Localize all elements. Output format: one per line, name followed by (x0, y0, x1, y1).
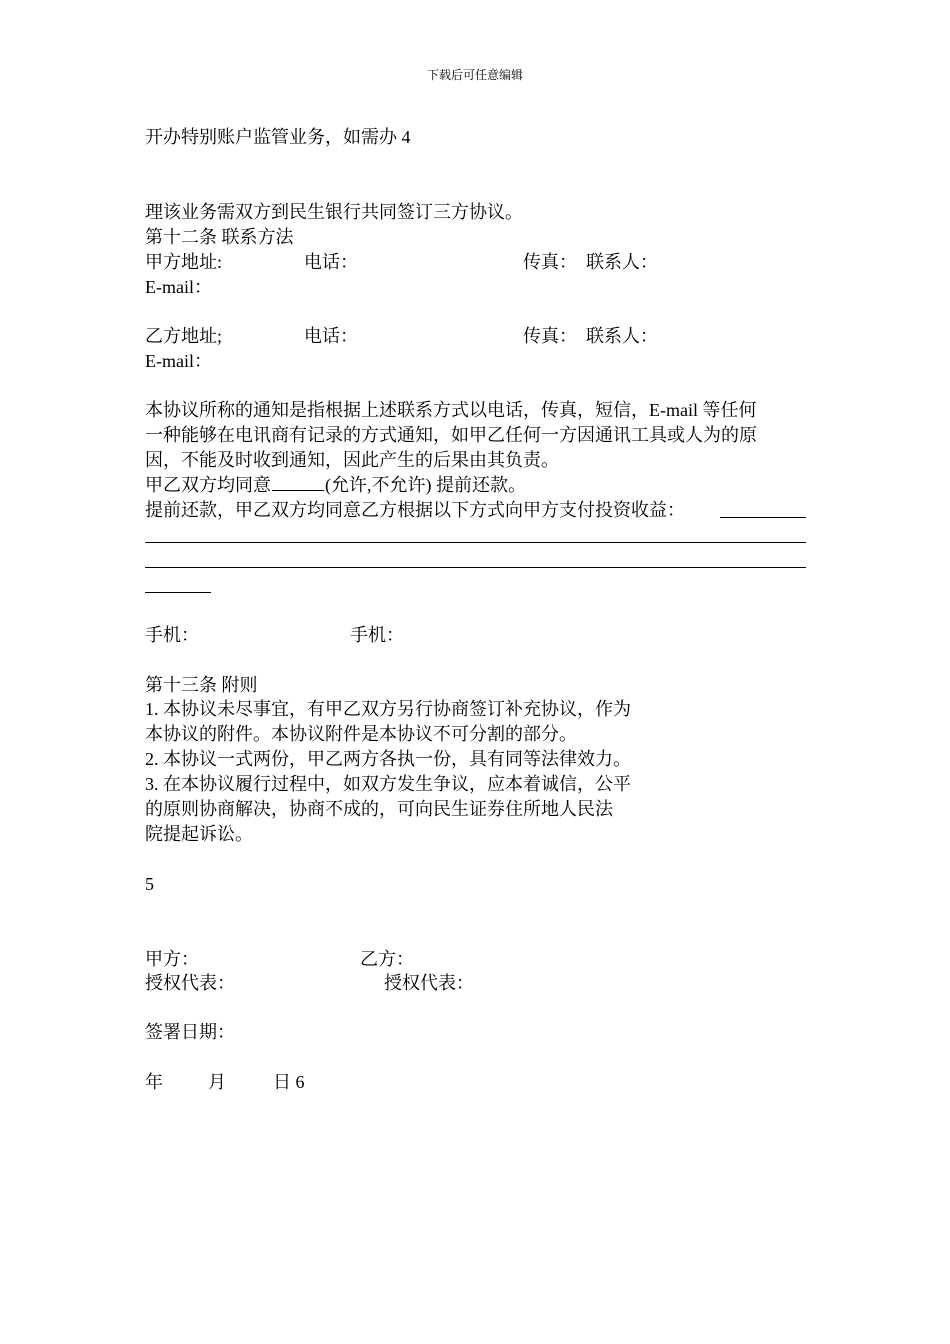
party-a-address-label: 甲方地址: (145, 252, 223, 272)
mobile-a-label: 手机： (145, 625, 199, 645)
clause-3-line-2: 的原则协商解决，协商不成的，可向民生证券住所地人民法 (145, 799, 613, 819)
rep-a-label: 授权代表： (145, 973, 235, 993)
prepay-blank (272, 474, 324, 491)
clause-3-line-3: 院提起诉讼。 (145, 824, 253, 844)
page-header: 下载后可任意编辑 (426, 68, 523, 82)
rep-b-label: 授权代表： (384, 973, 474, 993)
article-13-title: 第十三条 附则 (145, 675, 258, 695)
prepay-consent-line (145, 473, 526, 497)
sign-date-label: 签署日期： (145, 1022, 235, 1042)
clause-3-line-1: 3. 在本协议履行过程中，如双方发生争议，应本着诚信，公平 (145, 774, 631, 794)
party-b-address-label: 乙方地址; (145, 326, 223, 346)
party-a-fax-label: 传真： (523, 252, 577, 272)
clause-2: 2. 本协议一式两份，甲乙两方各执一份，具有同等法律效力。 (145, 749, 631, 769)
fill-rule-1 (145, 542, 806, 543)
clause-1-line-2: 本协议的附件。本协议附件是本协议不可分割的部分。 (145, 724, 577, 744)
notice-line-1: 本协议所称的通知是指根据上述联系方式以电话，传真，短信，E-mail 等任何 (145, 400, 757, 420)
prepay-method-line: 提前还款，甲乙双方均同意乙方根据以下方式向甲方支付投资收益： (145, 500, 685, 520)
party-b-fax-label: 传真： (523, 326, 577, 346)
sign-party-a-label: 甲方： (145, 949, 199, 969)
clause-1-line-1: 1. 本协议未尽事宜，有甲乙双方另行协商签订补充协议，作为 (145, 699, 631, 719)
mobile-b-label: 手机： (350, 625, 404, 645)
party-a-phone-label: 电话： (304, 252, 358, 272)
sign-party-b-label: 乙方： (360, 949, 414, 969)
fill-rule-2 (145, 567, 806, 568)
paragraph-three-party: 理该业务需双方到民生银行共同签订三方协议。 (145, 202, 523, 222)
party-b-contact-label: 联系人： (586, 326, 658, 346)
prepay-consent-suffix: (允许,不允许) 提前还款。 (325, 475, 526, 495)
fill-rule-3 (145, 592, 211, 593)
party-a-email-label: E-mail： (145, 277, 212, 297)
paragraph-open-account: 开办特别账户监管业务，如需办 4 (145, 127, 411, 147)
party-a-contact-label: 联系人： (586, 252, 658, 272)
prepay-method-blank (720, 517, 806, 518)
date-month-label: 月 (208, 1072, 226, 1092)
party-b-email-label: E-mail： (145, 351, 212, 371)
prepay-consent-prefix: 甲乙双方均同意 (145, 475, 271, 495)
page-mark: 5 (145, 874, 154, 894)
article-12-title: 第十二条 联系方法 (145, 227, 294, 247)
date-day-label: 日 6 (273, 1072, 305, 1092)
notice-line-2: 一种能够在电讯商有记录的方式通知，如甲乙任何一方因通讯工具或人为的原 (145, 425, 757, 445)
date-year-label: 年 (145, 1072, 163, 1092)
notice-line-3: 因，不能及时收到通知，因此产生的后果由其负责。 (145, 450, 559, 470)
party-b-phone-label: 电话： (304, 326, 358, 346)
